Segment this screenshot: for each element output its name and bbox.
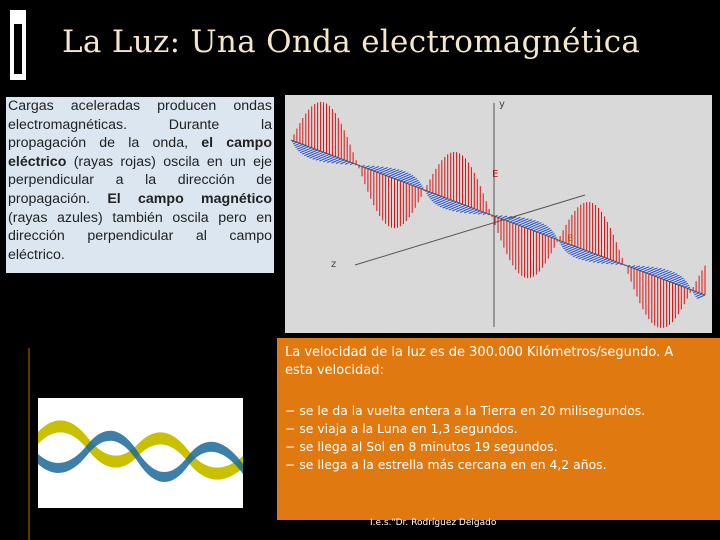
left-decor-bar-inner bbox=[14, 24, 22, 74]
magnetic-field-line bbox=[488, 214, 489, 215]
magnetic-field-line bbox=[428, 193, 433, 195]
magnetic-field-line bbox=[560, 242, 563, 243]
magnetic-field-line bbox=[597, 259, 607, 263]
magnetic-field-line bbox=[433, 198, 444, 203]
magnetic-field-line bbox=[554, 237, 557, 238]
light-speed-item: − se viaja a la Luna en 1,3 segundos. bbox=[285, 421, 518, 436]
magnetic-field-line bbox=[643, 267, 654, 272]
magnetic-field-line bbox=[593, 257, 605, 262]
slide-title: La Luz: Una Onda electromagnética bbox=[62, 24, 641, 60]
magnetic-field-line bbox=[551, 236, 556, 238]
magnetic-field-line bbox=[646, 268, 658, 273]
magnetic-field-line bbox=[694, 293, 699, 295]
y-axis-label: y bbox=[499, 99, 505, 110]
light-speed-item: − se le da la vuelta entera a la Tierra en 20 milisegundos. bbox=[285, 403, 646, 418]
magnetic-field-line bbox=[478, 212, 483, 214]
magnetic-field-line bbox=[464, 209, 474, 213]
magnetic-field-line bbox=[565, 246, 575, 250]
magnetic-field-line bbox=[567, 247, 578, 252]
em-wave-svg bbox=[285, 95, 712, 333]
magnetic-field-line bbox=[377, 167, 388, 172]
magnetic-field-line bbox=[380, 168, 392, 173]
magnetic-field-line bbox=[673, 278, 684, 283]
magnetic-field-line bbox=[483, 213, 486, 214]
magnetic-field-line bbox=[628, 265, 630, 266]
magnetic-field-line bbox=[510, 217, 521, 222]
magnetic-field-line bbox=[425, 191, 427, 192]
magnetic-field-line bbox=[687, 287, 690, 288]
light-speed-title: La velocidad de la luz es de 300.000 Kilómetros/segundo. A esta velocidad: bbox=[285, 345, 674, 378]
magnetic-field-line bbox=[559, 241, 560, 242]
light-speed-item: − se llega al Sol en 8 minutos 19 segundos. bbox=[285, 439, 558, 454]
z-axis-label: z bbox=[331, 259, 337, 270]
magnetic-field-line bbox=[539, 228, 550, 233]
magnetic-field-line bbox=[418, 186, 422, 188]
intro-text-box bbox=[6, 97, 274, 273]
intro-part-1: Cargas aceleradas producen ondas electromagnéticas. Durante la propagación de la onda, bbox=[8, 98, 272, 152]
magnetic-field-line bbox=[293, 142, 297, 144]
magnetic-field-line bbox=[403, 177, 415, 182]
electric-field-term: el campo eléctrico bbox=[8, 135, 272, 170]
magnetic-field-line bbox=[345, 162, 350, 164]
magnetic-field-line bbox=[365, 166, 370, 168]
magnetic-field-line bbox=[693, 292, 696, 293]
intro-part-3: (rayas azules) también oscila pero en dirección perpendicular al campo eléctrico. bbox=[8, 209, 272, 263]
magnetic-field-line bbox=[611, 262, 617, 264]
wave-field-lines bbox=[291, 102, 705, 328]
magnetic-field-line bbox=[536, 227, 548, 232]
small-wave-svg bbox=[38, 398, 243, 508]
magnetic-field-line bbox=[432, 197, 442, 201]
magnetic-field-line bbox=[631, 266, 635, 268]
magnetic-field-line bbox=[350, 163, 353, 164]
small-wave-shapes bbox=[38, 420, 243, 482]
light-speed-box bbox=[277, 338, 720, 520]
intro-paragraph bbox=[6, 97, 274, 264]
magnetic-field-line bbox=[561, 243, 566, 245]
magnetic-field-line bbox=[300, 148, 312, 153]
magnetic-field-line bbox=[498, 216, 502, 218]
magnetic-field-line bbox=[362, 165, 365, 166]
magnetic-field-line bbox=[298, 147, 308, 152]
b-field-label: B bbox=[567, 234, 574, 244]
magnetic-field-line bbox=[513, 218, 525, 223]
magnetic-field-line bbox=[426, 192, 430, 194]
magnetic-field-line bbox=[406, 179, 417, 184]
magnetic-field-line bbox=[421, 188, 423, 189]
magnetic-field-line bbox=[495, 215, 498, 216]
magnetic-field-line bbox=[332, 159, 342, 163]
small-wave-image bbox=[38, 398, 243, 508]
magnetic-field-term: El campo magnético bbox=[107, 190, 272, 207]
left-decor-line bbox=[28, 348, 30, 540]
z-axis-line bbox=[355, 195, 585, 265]
em-wave-diagram bbox=[285, 95, 712, 333]
magnetic-field-line bbox=[460, 208, 471, 213]
magnetic-field-line bbox=[684, 285, 689, 287]
light-speed-item: − se llega a la estrella más cercana en en 4,2 años. bbox=[285, 457, 607, 472]
magnetic-field-line bbox=[292, 141, 294, 142]
magnetic-field-line bbox=[327, 158, 338, 163]
magnetic-field-line bbox=[620, 264, 622, 265]
light-speed-list bbox=[285, 402, 645, 474]
e-field-label: E bbox=[492, 169, 499, 180]
footer-credit: I.e.s."Dr. Rodríguez Delgado bbox=[370, 518, 497, 528]
magnetic-field-line bbox=[634, 266, 640, 269]
magnetic-field-line bbox=[415, 184, 421, 187]
magnetic-field-line bbox=[616, 263, 620, 265]
magnetic-field-line bbox=[294, 143, 300, 146]
intro-part-2: (rayas rojas) oscila en un eje perpendicular a la dirección de propagación. bbox=[8, 153, 272, 207]
